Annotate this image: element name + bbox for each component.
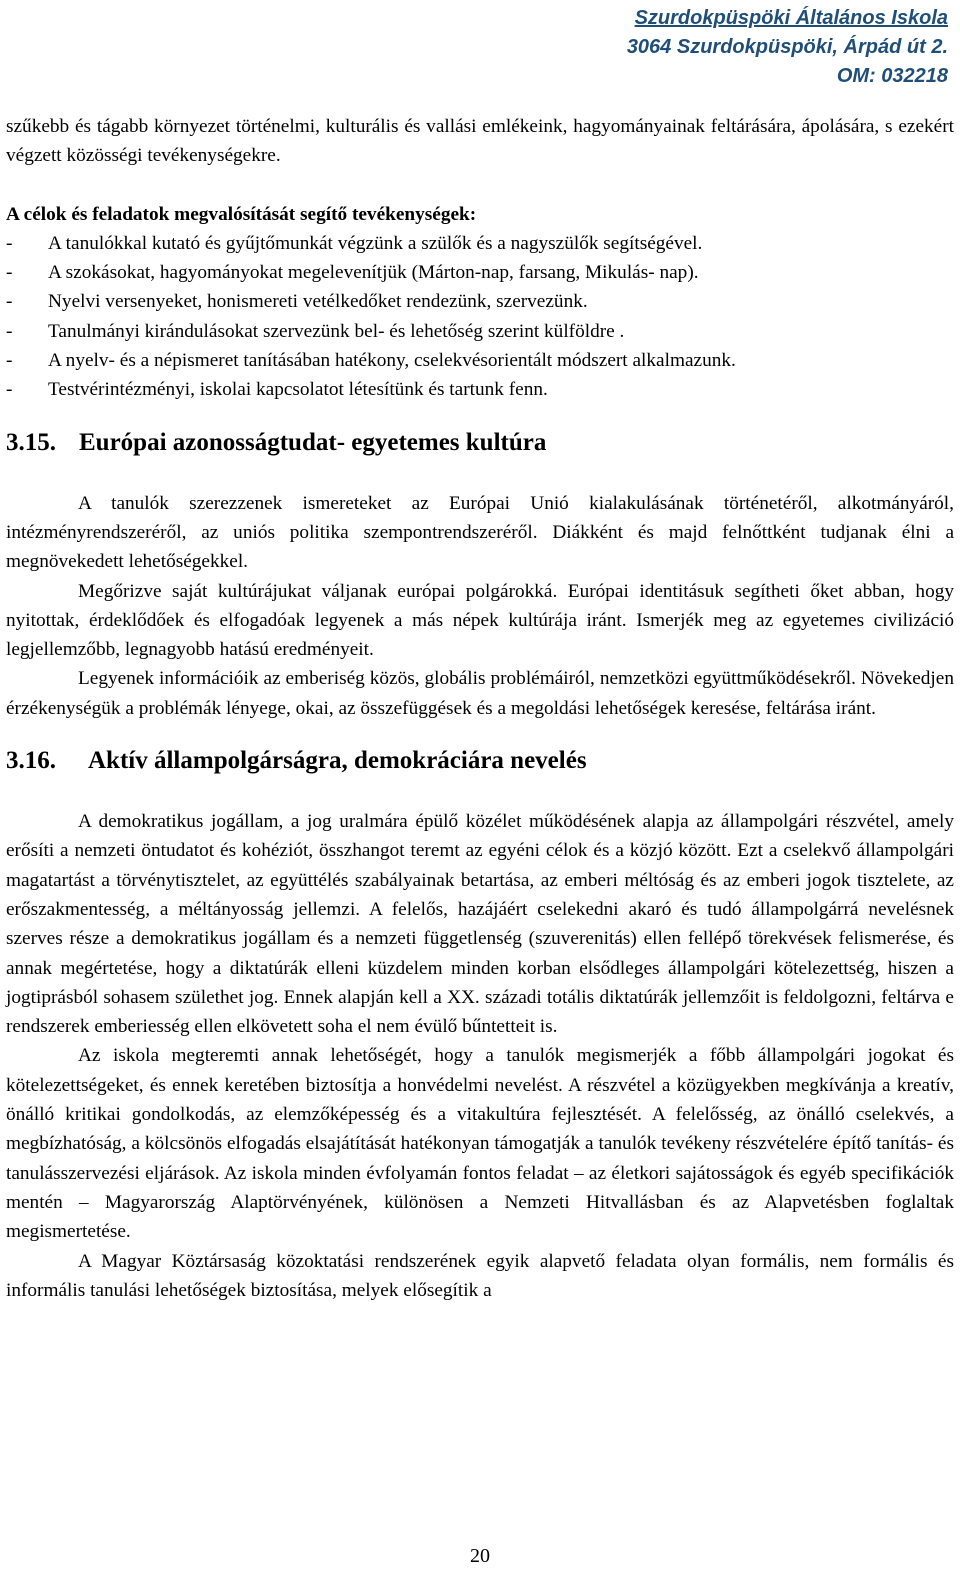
list-item: - Tanulmányi kirándulásokat szervezünk bel- és lehetőség szerint külföldre . [6, 320, 625, 342]
school-name: Szurdokpüspöki Általános Iskola [634, 7, 948, 29]
intro-paragraph: szűkebb és tágabb környezet történelmi, kulturális és vallási emlékeink, hagyományainak feltárására, ápolására, s ezekért végzett közösségi tevékenységekre. [6, 116, 954, 167]
section-number: 3.15. [6, 428, 56, 456]
paragraph: Megőrizve saját kultúrájukat váljanak európai polgárokká. Európai identitásuk segítheti őket abban, hogy nyitottak, érdeklődőek és elfogadóak legyenek a más népek kultúrája iránt. Ismerjék meg az egyetemes civilizáció legjellemzőbb, legnagyobb hatású eredményeit. [6, 580, 954, 661]
activities-title: A célok és feladatok megvalósítását segítő tevékenységek: [6, 203, 477, 225]
section-title: Európai azonosságtudat- egyetemes kultúra [79, 428, 547, 456]
list-item: - A tanulókkal kutató és gyűjtőmunkát végzünk a szülők és a nagyszülők segítségével. [6, 232, 703, 254]
page-header [627, 4, 948, 91]
list-item: - A szokásokat, hagyományokat megelevenítjük (Márton-nap, farsang, Mikulás- nap). [6, 262, 699, 284]
list-item: - A nyelv- és a népismeret tanításában hatékony, cselekvésorientált módszert alkalmazunk. [6, 350, 736, 372]
section-315-heading [6, 427, 954, 459]
paragraph: A tanulók szerezzenek ismereteket az Európai Unió kialakulásának történetéről, alkotmányáról, intézményrendszeréről, az uniós politika szempontrendszeréről. Diákként és majd felnőttként tudjanak élni a megnövekedett lehetőségekkel. [6, 492, 954, 573]
paragraph: Az iskola megteremti annak lehetőségét, hogy a tanulók megismerjék a főbb állampolgári jogokat és kötelezettségeket, és ennek keretében biztosítja a honvédelmi nevelést. A részvétel a közügyekben megkívánja a kreatív, önálló kritikai gondolkodás, az elemzőképesség és a vitakultúra fejlesztését. A felelősség, az önálló cselekvés, a megbízhatóság, a kölcsönös elfogadás elsajátítását hatékonyan támogatják a tanulók tevékeny részvételére építő tanítás- és tanulásszervezési eljárások. Az iskola minden évfolyamán fontos feladat – az életkori sajátosságok és egyéb specifikációk mentén – Magyarország Alaptörvényének, különösen a Nemzeti Hitvallásban és az Alapvetésben foglaltak megismertetése. [6, 1045, 954, 1243]
paragraph: A demokratikus jogállam, a jog uralmára épülő közélet működésének alapja az állampolgári részvétel, amely erősíti a nemzeti öntudatot és kohéziót, összhangot teremt az egyéni célok és a közjó között. Ezt a cselekvő állampolgári magatartást a törvénytisztelet, az együttélés szabályainak betartása, az emberi méltóság és az emberi jogok tisztelete, az erőszakmentesség, a méltányosság jellemzi. A felelős, hazájáért cselekedni akaró és tudó állampolgárrá nevelésnek szerves része a demokratikus jogállam és a nemzeti függetlenség (szuverenitás) ellen fellépő törekvések felismerése, és annak megértetése, hogy a diktatúrák elleni küzdelem minden korban elsődleges állampolgári kötelezettség, hiszen a jogtiprásból sohasem születhet jog. Ennek alapján kell a XX. századi totális diktatúrák jellemzőit is feldolgozni, feltárva e rendszerek emberiesség ellen elkövetett soha el nem évülő bűntetteit is. [6, 811, 954, 1038]
section-number: 3.16. [6, 747, 56, 775]
page-number: 20 [470, 1545, 490, 1567]
paragraph: A Magyar Köztársaság közoktatási rendszerének egyik alapvető feladata olyan formális, nem formális és informális tanulási lehetőségek biztosítása, melyek elősegítik a [6, 1250, 954, 1301]
document-body [6, 112, 954, 1305]
list-item: - Nyelvi versenyeket, honismereti vetélkedőket rendezünk, szervezünk. [6, 291, 588, 313]
section-316-heading [6, 745, 954, 777]
school-om: OM: 032218 [836, 65, 948, 87]
list-item: - Testvérintézményi, iskolai kapcsolatot létesítünk és tartunk fenn. [6, 379, 548, 401]
school-address: 3064 Szurdokpüspöki, Árpád út 2. [626, 36, 948, 58]
section-title: Aktív állampolgárságra, demokráciára nevelés [88, 747, 587, 775]
activities-list [6, 229, 954, 405]
paragraph: Legyenek információik az emberiség közös, globális problémáiról, nemzetközi együttműködésekről. Növekedjen érzékenységük a problémák lényege, okai, az összefüggések és a megoldási lehetőségek keresése, feltárása iránt. [6, 668, 954, 719]
